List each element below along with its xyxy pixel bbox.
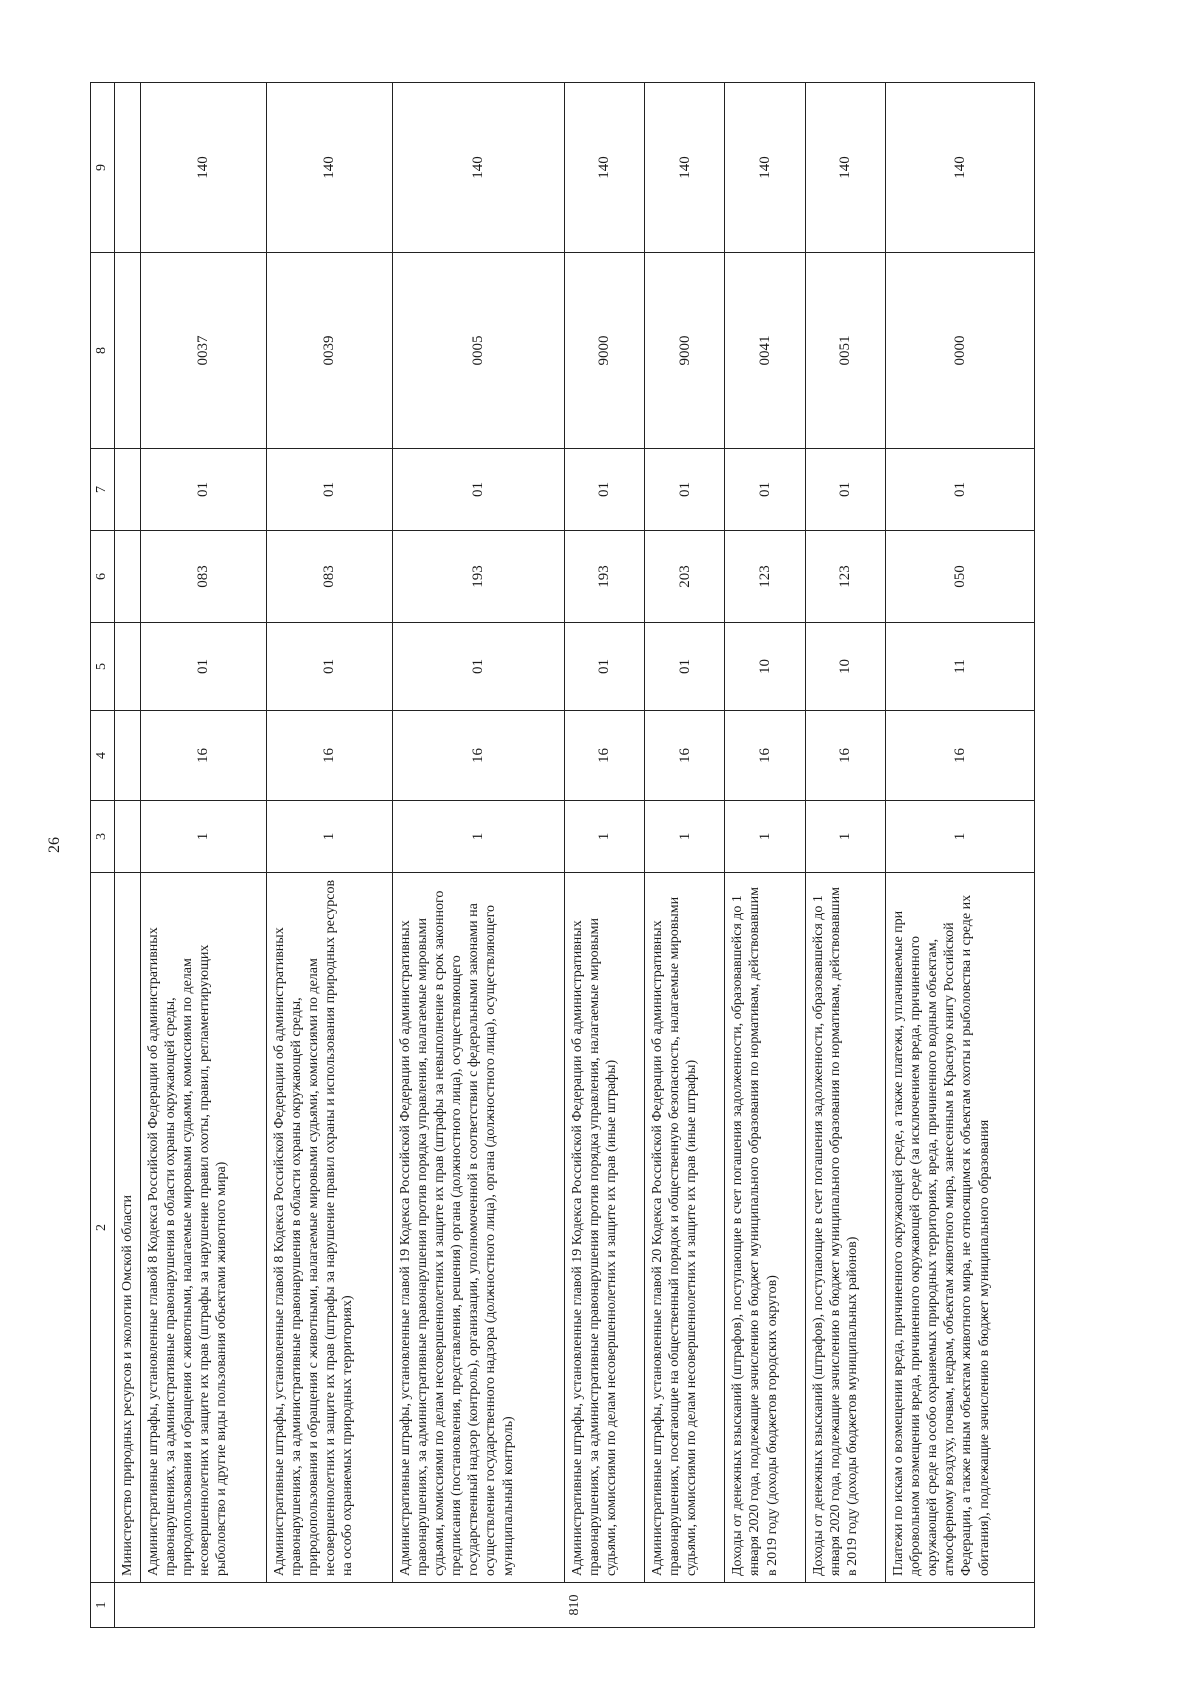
code-col-9: 140 <box>141 83 267 253</box>
header-col-2: 2 <box>91 873 115 1583</box>
code-col-8: 0000 <box>886 253 1035 449</box>
code-col-9: 140 <box>805 83 885 253</box>
empty-cell <box>115 83 141 253</box>
code-col-4: 16 <box>725 711 805 801</box>
row-description: Административные штрафы, установленные главой 20 Кодекса Российской Федерации об административных правонарушениях, посягающие на общественный порядок и общественную безопасность, налагаемые мировыми судьями, комиссиями по делам несовершеннолетних и защите их прав (иные штрафы) <box>645 873 725 1583</box>
code-col-4: 16 <box>805 711 885 801</box>
code-col-6: 193 <box>393 531 565 623</box>
empty-cell <box>115 623 141 711</box>
row-description: Административные штрафы, установленные главой 8 Кодекса Российской Федерации об административных правонарушениях, за административные правонарушения в области охраны окружающей среды, природопользования и обращения с животными, налагаемые мировыми судьями, комиссиями по делам несовершеннолетних и защите их прав (штрафы за нарушение правил охраны и использования природных ресурсов на особо охраняемых природных территориях) <box>267 873 393 1583</box>
header-col-5: 5 <box>91 623 115 711</box>
table-row <box>267 83 393 1628</box>
code-col-3: 1 <box>886 801 1035 873</box>
code-col-6: 203 <box>645 531 725 623</box>
header-col-8: 8 <box>91 253 115 449</box>
code-col-9: 140 <box>645 83 725 253</box>
code-col-8: 0041 <box>725 253 805 449</box>
code-col-7: 01 <box>267 449 393 531</box>
row-description: Доходы от денежных взысканий (штрафов), поступающие в счет погашения задолженности, образовавшейся до 1 января 2020 года, подлежащие зачислению в бюджет муниципального образования по нормативам, действовавшим в 2019 году (доходы бюджетов городских округов) <box>725 873 805 1583</box>
code-col-4: 16 <box>645 711 725 801</box>
code-col-9: 140 <box>564 83 644 253</box>
code-col-7: 01 <box>886 449 1035 531</box>
empty-cell <box>115 711 141 801</box>
code-col-5: 10 <box>725 623 805 711</box>
code-col-5: 01 <box>564 623 644 711</box>
code-col-3: 1 <box>805 801 885 873</box>
code-col-8: 0051 <box>805 253 885 449</box>
code-col-8: 9000 <box>645 253 725 449</box>
empty-cell <box>115 801 141 873</box>
row-description: Административные штрафы, установленные главой 8 Кодекса Российской Федерации об административных правонарушениях, за административные правонарушения в области охраны окружающей среды, природопользования и обращения с животными, налагаемые мировыми судьями, комиссиями по делам несовершеннолетних и защите их прав (штрафы за нарушение правил охоты, правил, регламентирующих рыболовство и другие виды пользования объектами животного мира) <box>141 873 267 1583</box>
code-col-8: 0039 <box>267 253 393 449</box>
code-col-6: 123 <box>725 531 805 623</box>
empty-cell <box>115 449 141 531</box>
code-col-6: 123 <box>805 531 885 623</box>
code-col-7: 01 <box>393 449 565 531</box>
code-col-6: 083 <box>267 531 393 623</box>
table-row <box>725 83 805 1628</box>
code-col-8: 9000 <box>564 253 644 449</box>
code-col-3: 1 <box>564 801 644 873</box>
code-col-4: 16 <box>393 711 565 801</box>
code-col-3: 1 <box>393 801 565 873</box>
header-col-7: 7 <box>91 449 115 531</box>
header-col-9: 9 <box>91 83 115 253</box>
code-col-7: 01 <box>564 449 644 531</box>
empty-cell <box>115 531 141 623</box>
row-description: Административные штрафы, установленные главой 19 Кодекса Российской Федерации об административных правонарушениях, за административные правонарушения против порядка управления, налагаемые мировыми судьями, комиссиями по делам несовершеннолетних и защите их прав (иные штрафы) <box>564 873 644 1583</box>
code-col-4: 16 <box>564 711 644 801</box>
table-row <box>393 83 565 1628</box>
code-col-7: 01 <box>725 449 805 531</box>
ministry-name: Министерство природных ресурсов и экологии Омской области <box>115 873 141 1583</box>
header-col-1: 1 <box>91 1583 115 1628</box>
code-col-3: 1 <box>725 801 805 873</box>
code-col-9: 140 <box>725 83 805 253</box>
code-col-4: 16 <box>141 711 267 801</box>
code-col-7: 01 <box>141 449 267 531</box>
code-col-9: 140 <box>267 83 393 253</box>
code-col-6: 050 <box>886 531 1035 623</box>
code-col-5: 01 <box>141 623 267 711</box>
table-row <box>564 83 644 1628</box>
code-col-7: 01 <box>805 449 885 531</box>
code-col-5: 11 <box>886 623 1035 711</box>
code-col-6: 083 <box>141 531 267 623</box>
code-col-9: 140 <box>393 83 565 253</box>
code-col-5: 01 <box>267 623 393 711</box>
code-col-5: 01 <box>393 623 565 711</box>
ministry-row <box>115 83 141 1628</box>
header-col-6: 6 <box>91 531 115 623</box>
header-row <box>91 83 115 1628</box>
code-col-3: 1 <box>645 801 725 873</box>
code-col-9: 140 <box>886 83 1035 253</box>
header-col-4: 4 <box>91 711 115 801</box>
code-col-5: 10 <box>805 623 885 711</box>
page-number: 26 <box>46 837 63 853</box>
code-col-7: 01 <box>645 449 725 531</box>
row-description: Административные штрафы, установленные главой 19 Кодекса Российской Федерации об административных правонарушениях, за административные правонарушения против порядка управления, налагаемые мировыми судьями, комиссиями по делам несовершеннолетних и защите их прав (штрафы за невыполнение в срок законного предписания (постановления, представления, решения) органа (должностного лица), осуществляющего государственный надзор (контроль), организации, уполномоченной в соответствии с федеральными законами на осуществление государственного надзора (должностного лица), органа (должностного лица), осуществляющего муниципальный контроль) <box>393 873 565 1583</box>
code-col-4: 16 <box>886 711 1035 801</box>
code-col-5: 01 <box>645 623 725 711</box>
row-description: Доходы от денежных взысканий (штрафов), поступающие в счет погашения задолженности, образовавшейся до 1 января 2020 года, подлежащие зачислению в бюджет муниципального образования по нормативам, действовавшим в 2019 году (доходы бюджетов муниципальных районов) <box>805 873 885 1583</box>
table-row <box>645 83 725 1628</box>
code-col-6: 193 <box>564 531 644 623</box>
table-row <box>886 83 1035 1628</box>
table-row <box>805 83 885 1628</box>
administrator-code: 810 <box>115 1583 1035 1628</box>
budget-code-table-wrapper <box>90 83 1035 1628</box>
code-col-3: 1 <box>141 801 267 873</box>
row-description: Платежи по искам о возмещении вреда, причиненного окружающей среде, а также платежи, уплачиваемые при добровольном возмещении вреда, причиненного окружающей среде (за исключением вреда, причиненного окружающей среде на особо охраняемых природных территориях, вреда, причиненного водным объектам, атмосферному воздуху, почвам, недрам, объектам животного мира, занесенным в Красную книгу Российской Федерации, а также иным объектам животного мира, не относящимся к объектам охоты и рыболовства и среде их обитания), подлежащие зачислению в бюджет муниципального образования <box>886 873 1035 1583</box>
empty-cell <box>115 253 141 449</box>
code-col-4: 16 <box>267 711 393 801</box>
code-col-3: 1 <box>267 801 393 873</box>
code-col-8: 0037 <box>141 253 267 449</box>
table-row <box>141 83 267 1628</box>
code-col-8: 0005 <box>393 253 565 449</box>
budget-code-table <box>90 82 1035 1628</box>
header-col-3: 3 <box>91 801 115 873</box>
